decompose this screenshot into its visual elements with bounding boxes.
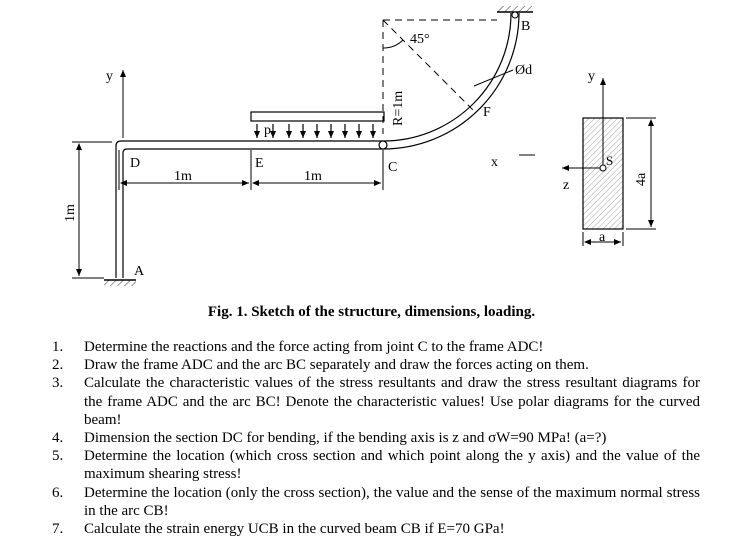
diameter-leader <box>474 70 513 86</box>
task-list <box>40 338 700 538</box>
dim-height: 1m <box>63 204 78 222</box>
task-number: 6. <box>52 484 64 501</box>
dim-radius: R=1m <box>391 90 406 126</box>
task-text: Calculate the strain energy UCB in the curved beam CB if E=70 GPa! <box>84 521 505 538</box>
task-number: 3. <box>52 375 64 392</box>
task-text: Determine the location (only the cross section), the value and the sense of the maximum normal stress in the arc CB! <box>84 484 700 519</box>
label-p: p <box>264 123 271 138</box>
label-y-frame: y <box>106 69 113 84</box>
task-number: 2. <box>52 357 64 374</box>
label-4a: 4a <box>634 172 649 186</box>
task-item <box>40 484 700 520</box>
label-C: C <box>388 160 398 175</box>
label-D: D <box>130 156 141 171</box>
task-text: Calculate the characteristic values of the stress resultants and draw the stress resultant diagrams for the frame ADC and the arc BC! Denote the characteristic values! Use polar diagrams for the curved beam! <box>84 375 700 428</box>
task-text: Determine the location (which cross section and which point along the y axis) and the value of the maximum shearing stress! <box>84 448 700 483</box>
arc-BC <box>383 13 519 149</box>
angle-arc <box>383 40 403 48</box>
dim-angle: 45° <box>410 32 430 47</box>
label-S: S <box>606 153 614 168</box>
task-text: Determine the reactions and the force acting from joint C to the frame ADC! <box>84 339 544 355</box>
task-item <box>40 429 700 447</box>
label-A: A <box>134 264 145 279</box>
dim-DE: 1m <box>174 169 192 184</box>
label-x: x <box>491 155 498 170</box>
task-text: Draw the frame ADC and the arc BC separately and draw the forces acting on them. <box>84 357 589 374</box>
task-number: 4. <box>52 430 64 447</box>
support-A <box>104 280 136 286</box>
task-number: 5. <box>52 448 64 465</box>
label-a: a <box>599 230 606 245</box>
dimension-spans <box>119 150 383 190</box>
task-item <box>40 338 700 356</box>
support-B <box>497 6 533 18</box>
task-item <box>40 356 700 374</box>
label-E: E <box>255 156 264 171</box>
figure-caption: Fig. 1. Sketch of the structure, dimensions, loading. <box>207 304 536 320</box>
label-z: z <box>563 178 570 193</box>
task-text: Dimension the section DC for bending, if the bending axis is z and σW=90 MPa! (a=?) <box>84 430 607 447</box>
task-number: 7. <box>52 521 64 538</box>
task-item <box>40 447 700 483</box>
task-item <box>40 520 700 538</box>
dimension-height <box>72 142 112 278</box>
hinge-C <box>379 141 387 149</box>
frame-ADC <box>116 141 383 278</box>
label-y-section: y <box>588 69 595 84</box>
label-F: F <box>483 105 491 120</box>
label-diameter: Ød <box>515 63 533 78</box>
task-number: 1. <box>52 339 64 355</box>
task-item <box>40 374 700 429</box>
dim-EC: 1m <box>304 169 322 184</box>
label-B: B <box>521 19 531 34</box>
